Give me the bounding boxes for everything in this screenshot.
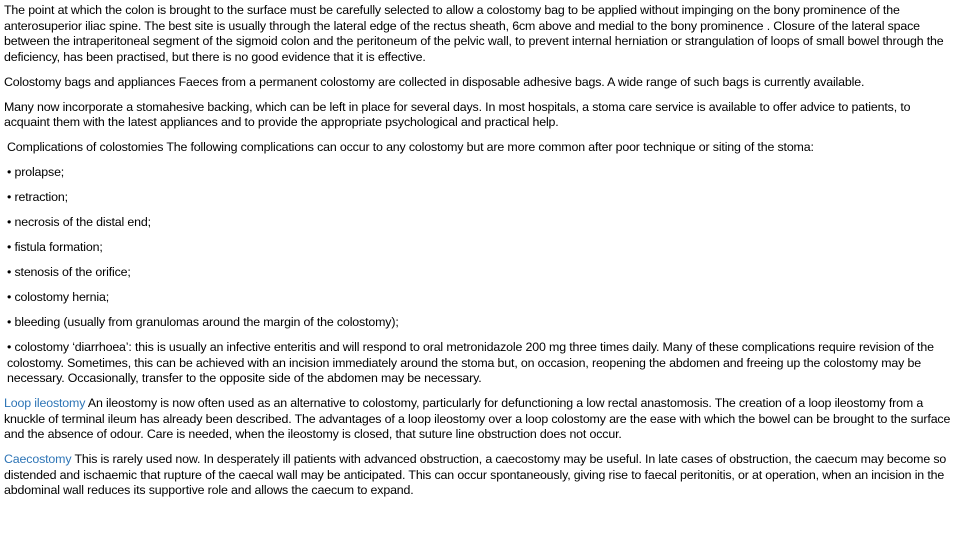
list-item: • prolapse; — [7, 165, 65, 179]
list-item: • bleeding (usually from granulomas around the margin of the colostomy); — [7, 315, 399, 329]
heading-loop-ileostomy: Loop ileostomy — [4, 396, 86, 410]
loop-ileostomy-text: An ileostomy is now often used as an alternative to colostomy, particularly for defunctioning a low rectal anastomosis. The creation of a loop ileostomy from a knuckle of terminal ileum has already been described. The advantages of a loop ileostomy over a loop colostomy are the ease with which the bowel can be brought to the surface and the absence of odour. Care is needed, when the ileostomy is closed, that suture line obstruction does not occur. — [4, 396, 951, 441]
caecostomy-text: This is rarely used now. In desperately ill patients with advanced obstruction, a caecostomy may be useful. In late cases of obstruction, the caecum may become so distended and ischaemic that rupture of the caecal wall may be anticipated. This can occur spontaneously, giving rise to faecal peritonitis, or at operation, when an incision in the abdominal wall reduces its supportive role and allows the caecum to expand. — [4, 452, 947, 497]
paragraph-caecostomy — [4, 452, 952, 499]
paragraph-loop-ileostomy — [4, 396, 952, 443]
paragraph-stomahesive: Many now incorporate a stomahesive backing, which can be left in place for several days. In most hospitals, a stoma care service is available to offer advice to patients, to acquaint them with the latest appliances and to provide the appropriate psychological and practical help. — [4, 99, 911, 129]
list-item: • necrosis of the distal end; — [7, 215, 151, 229]
heading-caecostomy: Caecostomy — [4, 452, 72, 466]
list-item: • fistula formation; — [7, 240, 103, 254]
list-item: • retraction; — [7, 190, 68, 204]
list-item: • stenosis of the orifice; — [7, 265, 131, 279]
list-item: • colostomy hernia; — [7, 290, 110, 304]
document-page — [4, 3, 952, 508]
paragraph-complications-intro: Complications of colostomies The following complications can occur to any colostomy but are more common after poor technique or siting of the stoma: — [7, 140, 814, 154]
paragraph-colostomy-site: The point at which the colon is brought to the surface must be carefully selected to allow a colostomy bag to be applied without impinging on the bony prominence of the anterosuperior iliac spine. The best site is usually through the lateral edge of the rectus sheath, 6cm above and medial to the bony prominence . Closure of the lateral space between the intraperitoneal segment of the sigmoid colon and the peritoneum of the pelvic wall, to prevent internal herniation or strangulation of loops of small bowel through the deficiency, has been practised, but there is no good evidence that it is effective. — [4, 3, 944, 64]
paragraph-colostomy-bags: Colostomy bags and appliances Faeces from a permanent colostomy are collected in disposable adhesive bags. A wide range of such bags is currently available. — [4, 74, 865, 89]
list-item: • colostomy ‘diarrhoea’: this is usually an infective enteritis and will respond to oral metronidazole 200 mg three times daily. Many of these complications require revision of the colostomy. Sometimes, this can be achieved with an incision immediately around the stoma but, on occasion, reopening the abdomen and freeing up the colostomy may be necessary. Occasionally, transfer to the opposite side of the abdomen may be necessary. — [7, 340, 934, 385]
complications-list — [4, 165, 952, 387]
